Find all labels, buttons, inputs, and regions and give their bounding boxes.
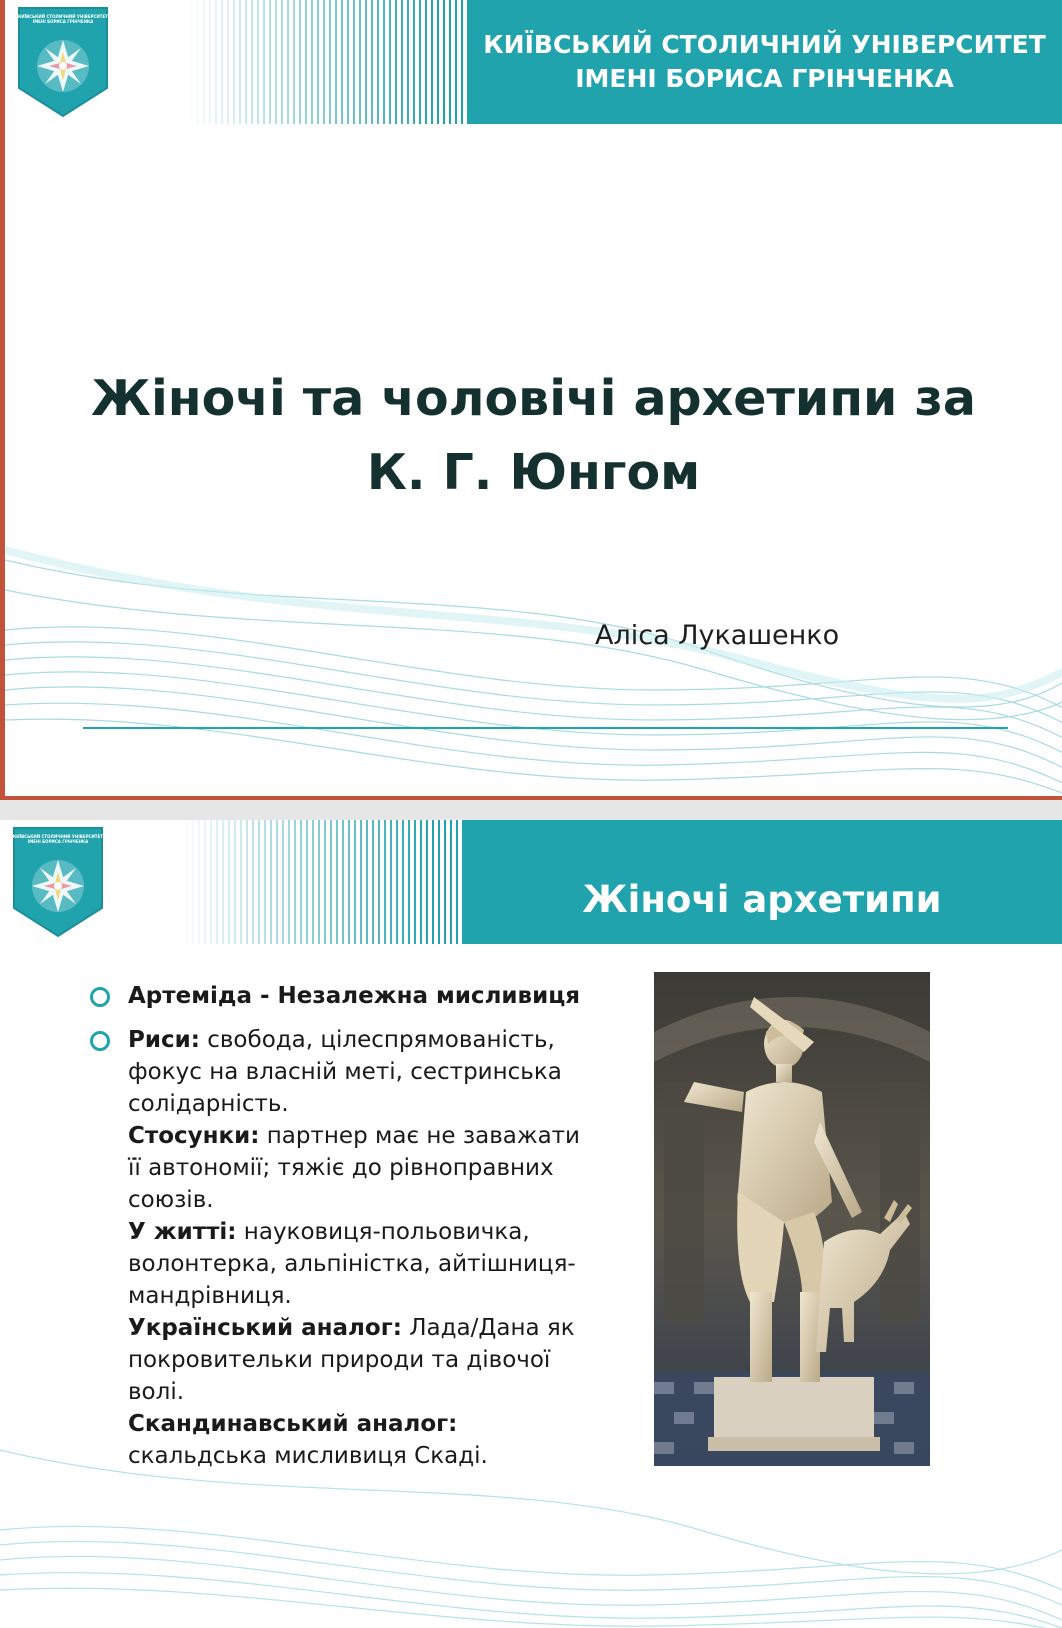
scand-analog-label: Скандинавський аналог: <box>128 1411 458 1437</box>
artemis-statue-image <box>654 972 930 1466</box>
university-name <box>467 28 1062 96</box>
university-logo-icon <box>12 826 104 938</box>
list-item <box>88 1024 588 1472</box>
title-line1: Жіночі та чоловічі архетипи за <box>91 370 976 427</box>
archetype-description <box>128 1027 580 1469</box>
decorative-waves <box>5 540 1062 800</box>
university-logo-icon <box>17 6 109 118</box>
slide-separator <box>0 800 1062 820</box>
content-slide <box>0 820 1062 1628</box>
life-label: У житті: <box>128 1219 237 1245</box>
svg-text:КИЇВСЬКИЙ СТОЛИЧНИЙ УНІВЕРСИТЕ: КИЇВСЬКИЙ СТОЛИЧНИЙ УНІВЕРСИТЕТ <box>12 834 104 839</box>
bullet-circle-icon <box>90 987 110 1007</box>
archetype-bullets <box>88 980 588 1484</box>
title-line2: К. Г. Юнгом <box>366 444 701 501</box>
divider-line <box>83 727 1008 729</box>
traits-label: Риси: <box>128 1027 200 1053</box>
bullet-circle-icon <box>90 1031 110 1051</box>
ukr-analog-label: Український аналог: <box>128 1315 402 1341</box>
presentation-title <box>65 362 1002 510</box>
logo-text: КИЇВСЬКИЙ СТОЛИЧНИЙ УНІВЕРСИТЕТ <box>17 14 109 19</box>
header-stripes <box>185 0 467 124</box>
traits-text: свобода, цілеспрямованість, фокус на власній меті, сестринська солідарність. <box>128 1027 562 1117</box>
ukr-analog-text: Лада/Дана як покровительки природи та дівочої волі. <box>128 1315 575 1405</box>
university-name-line1: КИЇВСЬКИЙ СТОЛИЧНИЙ УНІВЕРСИТЕТ <box>483 30 1046 59</box>
relations-text: партнер має не заважати її автономії; тяжіє до рівноправних союзів. <box>128 1123 581 1213</box>
title-slide <box>0 0 1062 800</box>
list-item <box>88 980 588 1012</box>
scand-analog-text: скальдська мисливиця Скаді. <box>128 1443 488 1469</box>
university-name-line2: ІМЕНІ БОРИСА ГРІНЧЕНКА <box>575 64 954 93</box>
relations-label: Стосунки: <box>128 1123 260 1149</box>
life-text: науковиця-польовичка, волонтерка, альпіністка, айтішниця-мандрівниця. <box>128 1219 576 1309</box>
svg-text:ІМЕНІ БОРИСА ГРІНЧЕНКА: ІМЕНІ БОРИСА ГРІНЧЕНКА <box>32 19 94 24</box>
slide-title: Жіночі архетипи <box>582 878 942 921</box>
svg-text:ІМЕНІ БОРИСА ГРІНЧЕНКА: ІМЕНІ БОРИСА ГРІНЧЕНКА <box>27 839 89 844</box>
header-stripes <box>180 820 462 944</box>
author-name: Аліса Лукашенко <box>595 620 840 651</box>
archetype-heading: Артеміда - Незалежна мисливиця <box>128 983 581 1009</box>
